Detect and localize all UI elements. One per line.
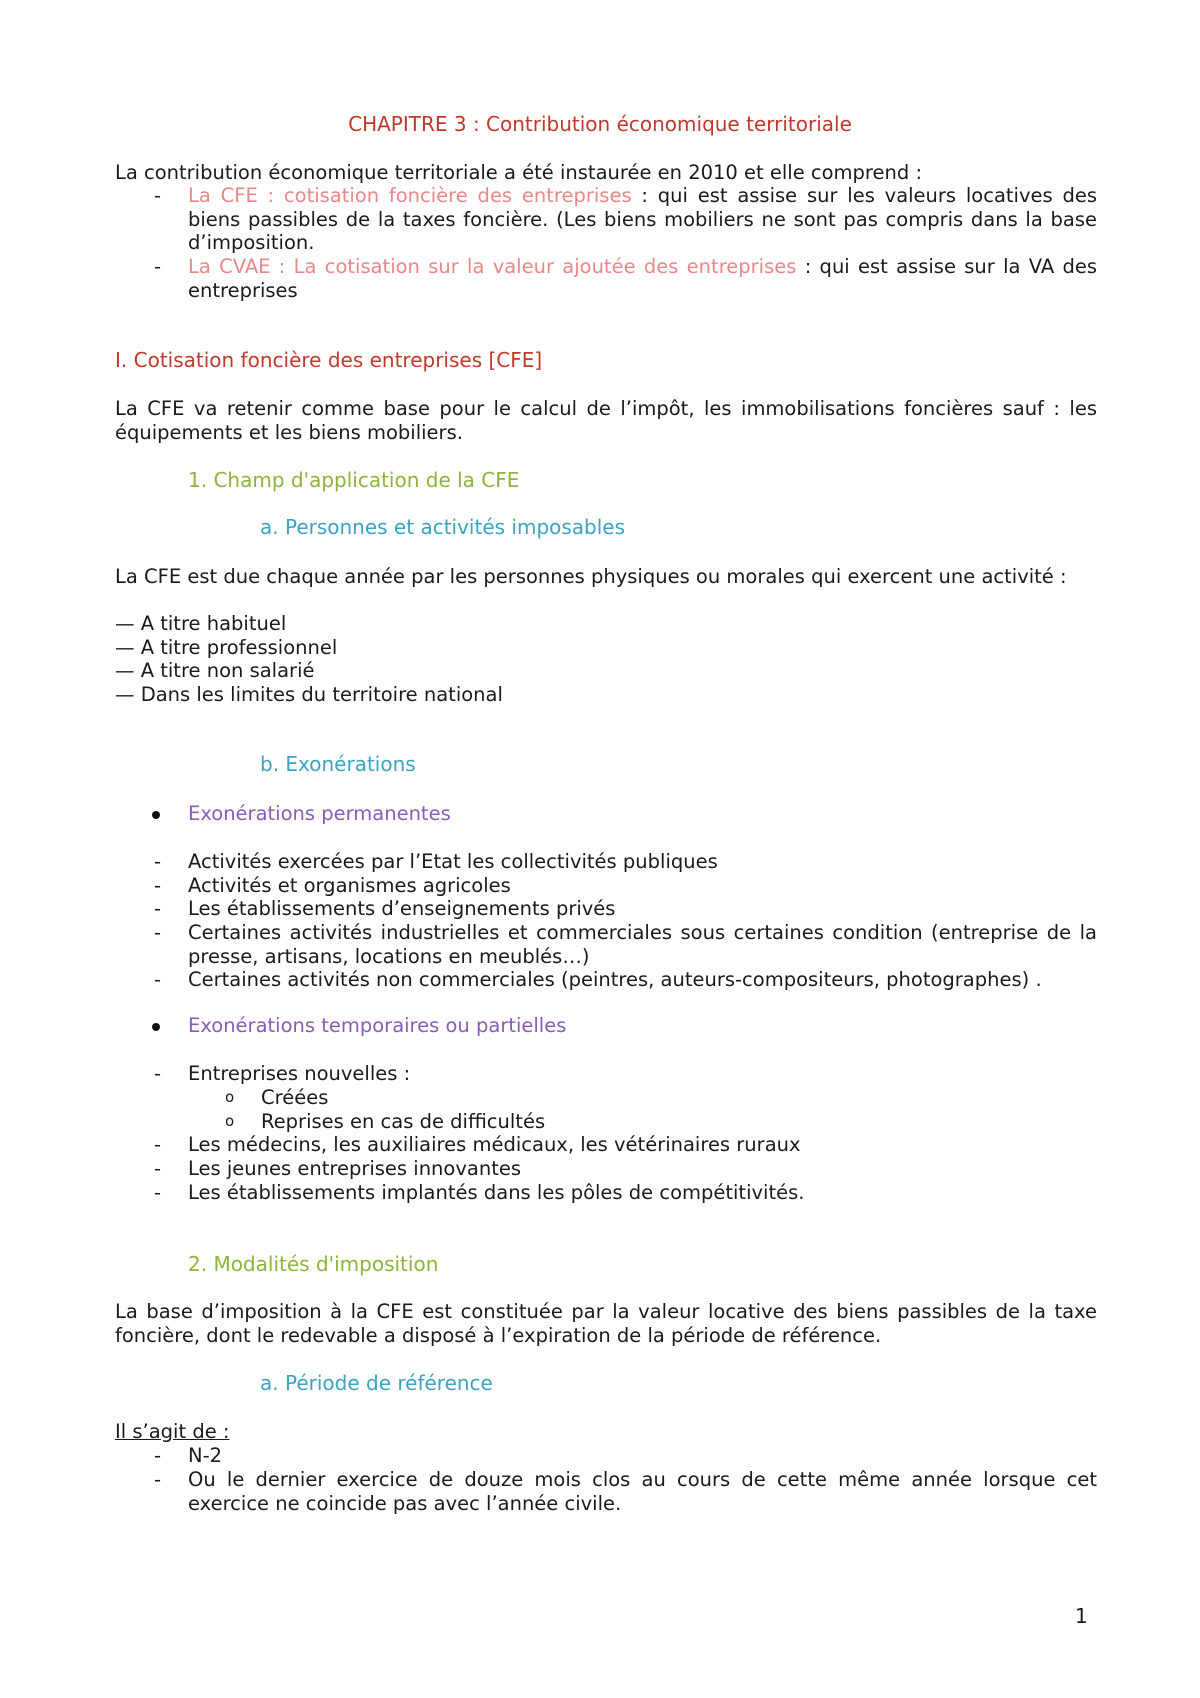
section1-paragraph: La CFE va retenir comme base pour le calcul de l’impôt, les immobilisations foncières sauf : les équipements et les biens mobiliers. bbox=[115, 397, 1097, 444]
sub2a-heading: a. Période de référence bbox=[260, 1371, 493, 1395]
sub1b-heading: b. Exonérations bbox=[260, 752, 416, 776]
sub1a-heading: a. Personnes et activités imposables bbox=[260, 515, 626, 539]
list-item-text: Les médecins, les auxiliaires médicaux, les vétérinaires ruraux bbox=[188, 1133, 801, 1156]
intro-item-cvae bbox=[150, 255, 1097, 302]
list-item bbox=[150, 897, 1097, 921]
dash-marker: - bbox=[154, 1444, 162, 1467]
section1-heading: I. Cotisation foncière des entreprises [CFE] bbox=[115, 348, 543, 372]
bullet-dot bbox=[152, 1023, 160, 1031]
list-item bbox=[150, 1157, 1097, 1181]
dash-marker: - bbox=[154, 1157, 162, 1180]
cfe-description: : qui est assise sur les valeurs locatives des biens passibles de la taxes foncière. (Les biens mobiliers ne sont pas compris dans la base d’imposition. bbox=[188, 184, 1097, 254]
list-item bbox=[150, 1181, 1097, 1205]
dash-marker: - bbox=[154, 850, 162, 873]
sub2a-lead: Il s’agit de : bbox=[115, 1420, 230, 1443]
list-item bbox=[150, 1468, 1097, 1515]
o-marker: o bbox=[225, 1088, 235, 1106]
cfe-highlight: La CFE : cotisation foncière des entreprises bbox=[188, 184, 632, 207]
activity-condition: — A titre professionnel bbox=[115, 636, 338, 659]
list-item bbox=[150, 921, 1097, 968]
activity-condition: — Dans les limites du territoire national bbox=[115, 683, 503, 706]
cvae-description: : qui est assise sur la VA des entreprises bbox=[188, 255, 1097, 302]
list-item-text: Ou le dernier exercice de douze mois clos au cours de cette même année lorsque cet exercice ne coincide pas avec l’année civile. bbox=[188, 1468, 1097, 1515]
list-item bbox=[150, 850, 1097, 874]
intro-item-cfe bbox=[150, 184, 1097, 255]
permanent-exemptions-label: Exonérations permanentes bbox=[188, 802, 451, 825]
activity-condition: — A titre non salarié bbox=[115, 659, 315, 682]
sub2-heading: 2. Modalités d'imposition bbox=[188, 1252, 439, 1276]
list-item-text: Activités exercées par l’Etat les collectivités publiques bbox=[188, 850, 718, 873]
dash-marker: - bbox=[154, 1062, 162, 1085]
dash-marker: - bbox=[154, 255, 162, 278]
dash-marker: - bbox=[154, 874, 162, 897]
activity-condition: — A titre habituel bbox=[115, 612, 287, 635]
sub1-heading: 1. Champ d'application de la CFE bbox=[188, 468, 520, 492]
list-item-text: Activités et organismes agricoles bbox=[188, 874, 511, 897]
list-item-text: Les jeunes entreprises innovantes bbox=[188, 1157, 521, 1180]
o-marker: o bbox=[225, 1112, 235, 1130]
sub-list-item-text: Reprises en cas de difficultés bbox=[261, 1110, 546, 1133]
intro-paragraph: La contribution économique territoriale a été instaurée en 2010 et elle comprend : bbox=[115, 161, 923, 184]
list-item-text: Certaines activités industrielles et commerciales sous certaines condition (entreprise de la presse, artisans, locations en meublés…) bbox=[188, 921, 1097, 968]
list-item-text: Entreprises nouvelles : bbox=[188, 1062, 411, 1085]
list-item bbox=[150, 1133, 1097, 1157]
dash-marker: - bbox=[154, 968, 162, 991]
list-item bbox=[150, 874, 1097, 898]
dash-marker: - bbox=[154, 1181, 162, 1204]
bullet-dot bbox=[152, 811, 160, 819]
chapter-title: CHAPITRE 3 : Contribution économique territoriale bbox=[348, 112, 852, 136]
list-item-text: Certaines activités non commerciales (peintres, auteurs-compositeurs, photographes) . bbox=[188, 968, 1042, 991]
sub-list-item-text: Créées bbox=[261, 1086, 329, 1109]
sub1a-paragraph: La CFE est due chaque année par les personnes physiques ou morales qui exercent une activité : bbox=[115, 565, 1067, 588]
dash-marker: - bbox=[154, 1133, 162, 1156]
list-item-text: N-2 bbox=[188, 1444, 223, 1467]
list-item bbox=[150, 1062, 1097, 1086]
list-item-text: Les établissements d’enseignements privés bbox=[188, 897, 616, 920]
page-number: 1 bbox=[1075, 1604, 1088, 1628]
dash-marker: - bbox=[154, 184, 162, 207]
sub2-paragraph: La base d’imposition à la CFE est constituée par la valeur locative des biens passibles de la taxe foncière, dont le redevable a disposé à l’expiration de la période de référence. bbox=[115, 1300, 1097, 1347]
dash-marker: - bbox=[154, 897, 162, 920]
cvae-highlight: La CVAE : La cotisation sur la valeur ajoutée des entreprises bbox=[188, 255, 797, 278]
dash-marker: - bbox=[154, 1468, 162, 1491]
dash-marker: - bbox=[154, 921, 162, 944]
temporary-exemptions-label: Exonérations temporaires ou partielles bbox=[188, 1014, 567, 1037]
list-item-text: Les établissements implantés dans les pôles de compétitivités. bbox=[188, 1181, 805, 1204]
list-item bbox=[150, 1444, 1097, 1468]
list-item bbox=[150, 968, 1097, 992]
